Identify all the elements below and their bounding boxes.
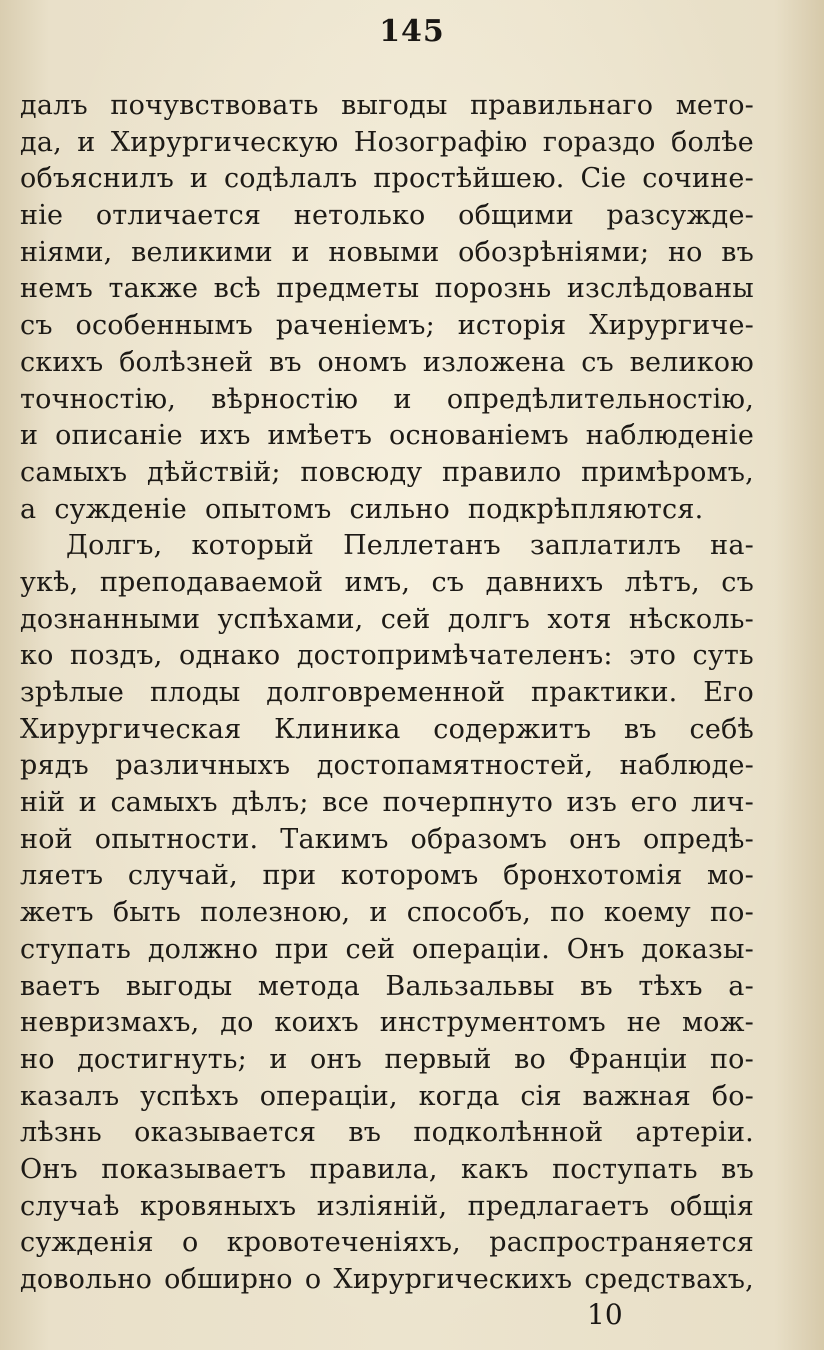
word: ваетъ bbox=[20, 970, 101, 1002]
word: мо- bbox=[706, 860, 754, 892]
word: средствахъ, bbox=[584, 1264, 754, 1295]
word: операціи, bbox=[259, 1080, 398, 1112]
word: однако bbox=[179, 640, 281, 672]
text-line bbox=[20, 1225, 754, 1262]
word: наблюденіе bbox=[585, 420, 754, 452]
word: опредѣ- bbox=[643, 823, 754, 855]
word: по- bbox=[709, 897, 754, 929]
word: Пеллетанъ bbox=[343, 530, 501, 562]
text-line bbox=[20, 88, 754, 125]
word: опредѣлительностію, bbox=[446, 383, 754, 415]
word: но bbox=[20, 1043, 55, 1075]
word: до bbox=[220, 1007, 254, 1039]
word: способъ, bbox=[406, 897, 532, 929]
word: метода bbox=[257, 970, 360, 1002]
text-line bbox=[20, 1189, 754, 1226]
word: нетолько bbox=[293, 200, 426, 232]
word: о bbox=[181, 1227, 199, 1259]
word: изъ bbox=[566, 787, 618, 819]
word: преподаваемой bbox=[99, 566, 324, 598]
word: въ bbox=[624, 713, 657, 745]
word: когда bbox=[418, 1080, 500, 1112]
word: ко bbox=[20, 640, 54, 672]
word: опытности. bbox=[94, 823, 259, 855]
word: Франціи bbox=[568, 1043, 688, 1075]
word: общими bbox=[458, 200, 574, 232]
word: порознь bbox=[434, 273, 552, 305]
word: наблюде- bbox=[619, 750, 754, 782]
word: успѣхъ bbox=[140, 1080, 239, 1112]
word: Его bbox=[703, 677, 754, 708]
word: и bbox=[269, 1043, 288, 1075]
word: простѣйшею. bbox=[373, 163, 565, 195]
word: а bbox=[20, 493, 37, 525]
text-line bbox=[20, 345, 754, 382]
word: Нозографію bbox=[353, 126, 528, 158]
word: предлагаетъ bbox=[467, 1190, 650, 1222]
word: при bbox=[274, 933, 329, 965]
text-line bbox=[20, 455, 754, 492]
text-line bbox=[20, 125, 754, 162]
text-line bbox=[20, 602, 754, 639]
word: суть bbox=[692, 640, 754, 672]
text-line bbox=[20, 858, 754, 895]
word: немъ bbox=[20, 273, 93, 305]
word: бронхотомія bbox=[503, 860, 683, 892]
word: съ bbox=[581, 346, 614, 378]
word: и bbox=[20, 420, 39, 452]
word: случаѣ bbox=[20, 1190, 120, 1222]
word: правильнаго bbox=[470, 90, 654, 121]
word: содержитъ bbox=[433, 713, 592, 745]
word: по- bbox=[709, 1043, 754, 1075]
word: при bbox=[262, 860, 317, 892]
word: основаніемъ bbox=[388, 420, 569, 452]
word: казалъ bbox=[20, 1080, 120, 1112]
word: доказы- bbox=[641, 933, 754, 965]
word: подкрѣпляются. bbox=[467, 493, 704, 525]
text-line bbox=[20, 161, 754, 198]
word: мож- bbox=[681, 1007, 754, 1039]
word: поступать bbox=[552, 1153, 698, 1185]
text-line bbox=[20, 822, 754, 859]
word: дѣлъ; bbox=[231, 787, 309, 819]
text-line bbox=[20, 528, 754, 565]
text-line bbox=[20, 748, 754, 785]
word: ной bbox=[20, 823, 73, 855]
word: операціи. bbox=[411, 933, 550, 965]
word: заплатилъ bbox=[529, 530, 682, 562]
word: который bbox=[191, 530, 315, 562]
word: ніями, bbox=[20, 236, 113, 268]
word: успѣхами, bbox=[217, 603, 364, 635]
word: всѣ bbox=[213, 273, 261, 305]
word: въ bbox=[721, 236, 754, 268]
word: мето- bbox=[675, 90, 754, 121]
word: лѣтъ, bbox=[624, 566, 700, 598]
word: и bbox=[291, 236, 310, 268]
word: описаніе bbox=[55, 420, 183, 452]
word: и bbox=[393, 383, 412, 415]
text-line bbox=[20, 638, 754, 675]
word: далъ bbox=[20, 90, 88, 121]
word: довольно bbox=[20, 1264, 153, 1295]
word: изслѣдованы bbox=[566, 273, 754, 305]
word: сія bbox=[520, 1080, 562, 1112]
word: объяснилъ bbox=[20, 163, 174, 195]
word: самыхъ bbox=[110, 787, 218, 819]
word: правило bbox=[442, 456, 562, 488]
word: достопамятностей, bbox=[316, 750, 594, 782]
word: сужденіе bbox=[54, 493, 187, 525]
text-line bbox=[20, 1115, 754, 1152]
word: во bbox=[514, 1043, 546, 1075]
word: его bbox=[630, 787, 678, 819]
word: ономъ bbox=[317, 346, 408, 378]
word: ній bbox=[20, 787, 66, 819]
word: изліяній, bbox=[316, 1190, 448, 1222]
word: плоды bbox=[149, 677, 241, 708]
word: Долгъ, bbox=[66, 530, 163, 562]
word: имѣетъ bbox=[267, 420, 373, 452]
word: въ bbox=[721, 1153, 754, 1185]
word: по bbox=[550, 897, 585, 929]
word: Онъ bbox=[566, 933, 625, 965]
word: съ bbox=[721, 566, 754, 598]
word: показываетъ bbox=[101, 1153, 287, 1185]
text-line bbox=[20, 1152, 754, 1189]
word: бо- bbox=[711, 1080, 754, 1112]
word: коему bbox=[603, 897, 691, 929]
word: скихъ bbox=[20, 346, 104, 378]
word: быть bbox=[112, 897, 181, 929]
word: Онъ bbox=[20, 1153, 78, 1185]
word: все bbox=[322, 787, 370, 819]
text-line bbox=[20, 1005, 754, 1042]
word: Хирургическую bbox=[110, 126, 339, 158]
word: и bbox=[77, 126, 96, 158]
word: выгоды bbox=[341, 90, 448, 121]
word: жетъ bbox=[20, 897, 94, 929]
word: давнихъ bbox=[485, 566, 604, 598]
text-line bbox=[20, 418, 754, 455]
word: Хирургиче- bbox=[589, 310, 754, 342]
word: повсюду bbox=[300, 456, 423, 488]
word: примѣромъ, bbox=[581, 456, 754, 488]
word: сильно bbox=[349, 493, 450, 525]
word: какъ bbox=[460, 1153, 529, 1185]
word: Вальзальвы bbox=[385, 970, 555, 1002]
word: полезною, bbox=[200, 897, 351, 929]
word: но bbox=[667, 236, 703, 268]
word: изложена bbox=[422, 346, 566, 378]
word: хотя bbox=[547, 603, 612, 635]
word: долгъ bbox=[447, 603, 531, 635]
word: на- bbox=[710, 530, 754, 562]
word: кровяныхъ bbox=[139, 1190, 297, 1222]
word: въ bbox=[269, 346, 302, 378]
word: зрѣлые bbox=[20, 677, 125, 708]
text-line bbox=[20, 712, 754, 749]
word: а- bbox=[728, 970, 754, 1002]
text-line bbox=[20, 198, 754, 235]
word: Клиника bbox=[274, 713, 401, 745]
word: распространяется bbox=[489, 1227, 754, 1259]
word: великою bbox=[629, 346, 754, 378]
word: коихъ bbox=[274, 1007, 359, 1039]
word: долговременной bbox=[266, 677, 506, 708]
word: дѣйствій; bbox=[147, 456, 281, 488]
word: Хирургическая bbox=[20, 713, 242, 745]
word: онъ bbox=[310, 1043, 363, 1075]
word: сей bbox=[345, 933, 396, 965]
word: случай, bbox=[127, 860, 238, 892]
word: себѣ bbox=[689, 713, 754, 745]
word: предметы bbox=[276, 273, 420, 305]
word: въ bbox=[348, 1117, 382, 1149]
text-line bbox=[20, 565, 754, 602]
word: кровотеченіяхъ, bbox=[226, 1227, 461, 1259]
word: исторія bbox=[457, 310, 567, 342]
word: и bbox=[369, 897, 388, 929]
text-line bbox=[20, 675, 754, 712]
body-text bbox=[20, 88, 754, 1299]
word: поздъ, bbox=[70, 640, 163, 672]
word: болѣзней bbox=[119, 346, 254, 378]
word: да, bbox=[20, 126, 62, 158]
word: первый bbox=[384, 1043, 492, 1075]
text-line bbox=[20, 492, 754, 529]
word: Хирургическихъ bbox=[333, 1264, 573, 1295]
word: содѣлалъ bbox=[223, 163, 358, 195]
word: съ bbox=[431, 566, 465, 598]
text-line bbox=[20, 1262, 754, 1299]
word: дознанными bbox=[20, 603, 201, 635]
word: которомъ bbox=[340, 860, 479, 892]
word: и bbox=[189, 163, 209, 195]
text-line bbox=[20, 895, 754, 932]
word: это bbox=[629, 640, 677, 672]
word: невризмахъ, bbox=[20, 1007, 200, 1039]
text-line bbox=[20, 785, 754, 822]
word: обширно bbox=[164, 1264, 293, 1295]
word: отличается bbox=[95, 200, 262, 232]
word: новыми bbox=[328, 236, 440, 268]
word: инструментомъ bbox=[379, 1007, 606, 1039]
signature-mark: 10 bbox=[587, 1298, 623, 1331]
word: образомъ bbox=[410, 823, 548, 855]
text-line bbox=[20, 932, 754, 969]
word: имъ, bbox=[344, 566, 411, 598]
word: о bbox=[304, 1264, 322, 1295]
word: правила, bbox=[309, 1153, 438, 1185]
word: съ bbox=[20, 310, 53, 342]
word: нѣсколь- bbox=[628, 603, 754, 635]
word: почерпнуто bbox=[382, 787, 554, 819]
word: болѣе bbox=[671, 126, 754, 158]
word: общія bbox=[669, 1190, 754, 1222]
word: обозрѣніями; bbox=[458, 236, 650, 268]
word: онъ bbox=[569, 823, 622, 855]
word: ніе bbox=[20, 200, 64, 232]
word: сей bbox=[380, 603, 431, 635]
word: должно bbox=[147, 933, 259, 965]
word: достопримѣчателенъ: bbox=[296, 640, 613, 672]
word: практики. bbox=[531, 677, 678, 708]
word: ихъ bbox=[199, 420, 251, 452]
word: Такимъ bbox=[280, 823, 389, 855]
word: лич- bbox=[691, 787, 754, 819]
word: выгоды bbox=[125, 970, 233, 1002]
word: самыхъ bbox=[20, 456, 128, 488]
word: важная bbox=[582, 1080, 691, 1112]
word: рядъ bbox=[20, 750, 89, 782]
word: особеннымъ bbox=[75, 310, 254, 342]
word: сочине- bbox=[642, 163, 754, 195]
word: Сіе bbox=[580, 163, 627, 195]
word: различныхъ bbox=[115, 750, 291, 782]
word: разсужде- bbox=[606, 200, 754, 232]
word: великими bbox=[131, 236, 273, 268]
text-line bbox=[20, 382, 754, 419]
word: почувствовать bbox=[110, 90, 319, 121]
word: артеріи. bbox=[635, 1117, 754, 1149]
word: подколѣнной bbox=[413, 1117, 604, 1149]
word: и bbox=[78, 787, 97, 819]
text-line bbox=[20, 308, 754, 345]
word: въ bbox=[580, 970, 613, 1002]
text-line bbox=[20, 271, 754, 308]
word: опытомъ bbox=[204, 493, 332, 525]
word: раченіемъ; bbox=[275, 310, 435, 342]
word: оказывается bbox=[134, 1117, 317, 1149]
text-line bbox=[20, 969, 754, 1006]
text-line bbox=[20, 1042, 754, 1079]
word: достигнуть; bbox=[77, 1043, 247, 1075]
word: лѣзнь bbox=[20, 1117, 102, 1149]
word: также bbox=[108, 273, 199, 305]
word: не bbox=[626, 1007, 662, 1039]
word: сужденія bbox=[20, 1227, 154, 1259]
word: ляетъ bbox=[20, 860, 104, 892]
word: вѣрностію bbox=[211, 383, 359, 415]
page-number: 145 bbox=[379, 14, 445, 49]
text-line bbox=[20, 235, 754, 272]
word: ступать bbox=[20, 933, 132, 965]
word: тѣхъ bbox=[638, 970, 703, 1002]
word: гораздо bbox=[542, 126, 656, 158]
word: укѣ, bbox=[20, 566, 79, 598]
text-line bbox=[20, 1079, 754, 1116]
word: точностію, bbox=[20, 383, 177, 415]
